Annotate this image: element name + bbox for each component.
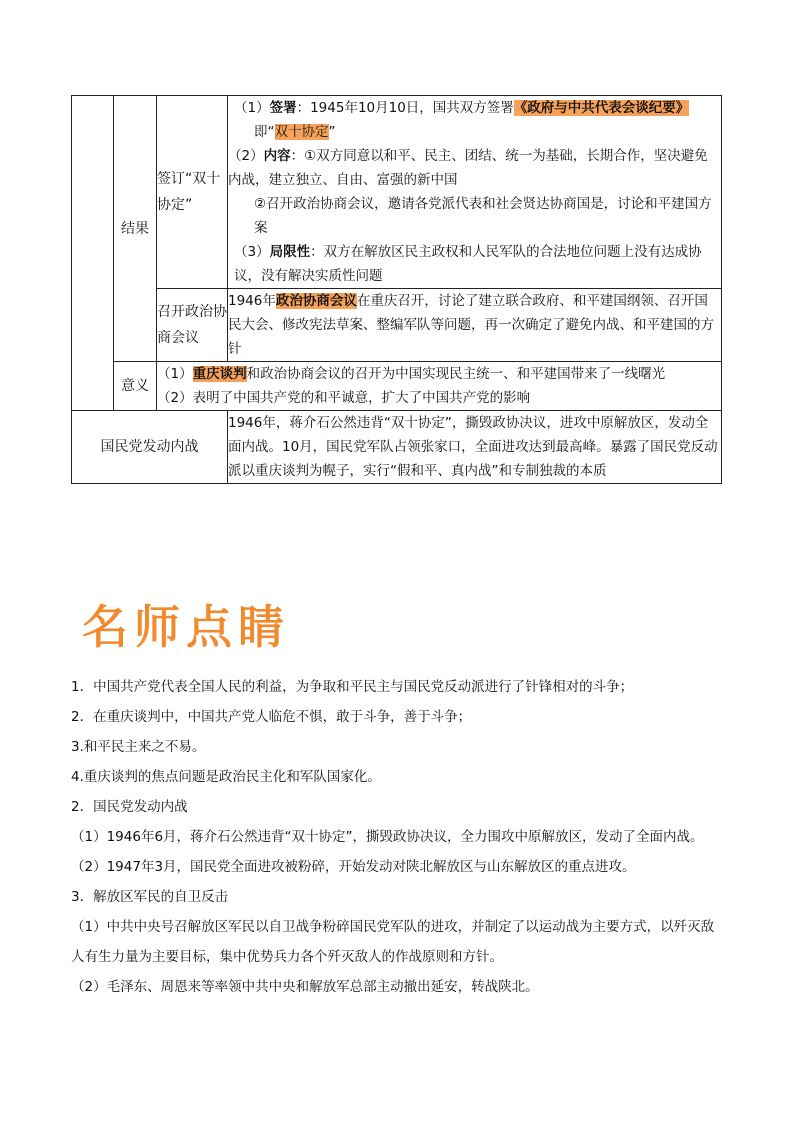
- civil-war-content: 1946年，蒋介石公然违背“双十协定”，撕毁政协决议，进攻中原解放区，发动全面内战。10月，国民党军队占领张家口，全面进攻达到最高峰。暴露了国民党反动派以重庆谈判为幌子，实行“假和平、真内战”和专制独裁的本质: [228, 411, 722, 484]
- significance-item-1-prefix: （1）: [157, 366, 193, 382]
- section-title-art: [78, 596, 308, 656]
- signing-item-2-prefix: （2）: [228, 148, 264, 164]
- note-item: 2．在重庆谈判中，中国共产党人临危不惧，敢于斗争，善于斗争；: [71, 709, 472, 725]
- table-row: [72, 96, 722, 289]
- table-row: [72, 289, 722, 362]
- pcc-highlight: 政治协商会议: [275, 293, 357, 309]
- result-label: 结果: [114, 96, 157, 362]
- note-item: 2．国民党发动内战: [71, 799, 188, 815]
- signing-item-2-sub: ②召开政治协商会议，邀请各党派代表和社会贤达协商国是，讨论和平建国方案: [254, 196, 712, 236]
- note-item: 4.重庆谈判的焦点问题是政治民主化和军队国家化。: [71, 769, 381, 785]
- pcc-content: [228, 289, 722, 362]
- notes-list: [71, 672, 726, 1002]
- section-title: 名师点睛: [82, 600, 290, 654]
- signing-item-1-prefix: （1）: [234, 100, 270, 116]
- note-item: 3．解放区军民的自卫反击: [71, 889, 229, 905]
- note-item: （2）毛泽东、周恩来等率领中共中央和解放军总部主动撤出延安，转战陕北。: [71, 979, 539, 995]
- signing-item-3-term: 局限性: [269, 244, 311, 260]
- blank-cell: [72, 96, 114, 411]
- note-item: 1．中国共产党代表全国人民的利益，为争取和平民主与国民党反动派进行了针锋相对的斗争；: [71, 679, 634, 695]
- signing-item-1-line2-highlight: 双十协定: [274, 124, 329, 140]
- signing-item-1-highlight: 《政府与中共代表会谈纪要》: [513, 100, 690, 116]
- signing-item-2-term: 内容: [263, 148, 291, 164]
- significance-content: [157, 362, 722, 411]
- significance-item-1-highlight: 重庆谈判: [192, 366, 247, 382]
- signing-item-1-line2-suffix: ”: [328, 124, 336, 140]
- summary-table: [71, 95, 722, 484]
- significance-item-2: （2）表明了中国共产党的和平诚意，扩大了中国共产党的影响: [157, 390, 531, 406]
- note-item: 3.和平民主来之不易。: [71, 739, 206, 755]
- significance-item-1-text: 和政治协商会议的召开为中国实现民主统一、和平建国带来了一线曙光: [246, 366, 666, 382]
- note-item: （1）1946年6月，蒋介石公然违背“双十协定”，撕毁政协决议，全力围攻中原解放区，发动了全面内战。: [71, 829, 704, 845]
- note-item: （1）中共中央号召解放区军民以自卫战争粉碎国民党军队的进攻，并制定了以运动战为主要方式，以歼灭敌人有生力量为主要目标，集中优势兵力各个歼灭敌人的作战原则和方针。: [71, 919, 715, 965]
- table-row: [72, 362, 722, 411]
- significance-item-1: [157, 362, 721, 386]
- signing-item-1: [228, 96, 721, 120]
- table-row: [72, 411, 722, 484]
- signing-item-1-line2: [228, 120, 721, 144]
- pcc-text: 在重庆召开，讨论了建立联合政府、和平建国纲领、召开国民大会、修改宪法草案、整编军队等问题，再一次确定了避免内战、和平建国的方针: [228, 293, 714, 357]
- pcc-label: 召开政治协商会议: [157, 289, 228, 362]
- signing-item-3-prefix: （3）: [234, 244, 270, 260]
- signing-label: 签订“双十协定”: [157, 96, 228, 289]
- significance-label: 意义: [114, 362, 157, 411]
- signing-item-1-text: ：1945年10月10日，国共双方签署: [296, 100, 514, 116]
- signing-item-2: [228, 144, 721, 192]
- signing-item-2-text: ：①双方同意以和平、民主、团结、统一为基础，长期合作，坚决避免内战，建立独立、自由、富强的新中国: [228, 148, 708, 188]
- signing-item-1-term: 签署: [269, 100, 297, 116]
- signing-content: [228, 96, 722, 289]
- signing-item-1-line2-prefix: 即“: [254, 124, 275, 140]
- signing-item-3-text: ：双方在解放区民主政权和人民军队的合法地位问题上没有达成协议，没有解决实质性问题: [234, 244, 702, 284]
- pcc-prefix: 1946年: [228, 293, 276, 309]
- civil-war-label: 国民党发动内战: [72, 411, 228, 484]
- signing-item-3: [228, 240, 721, 288]
- note-item: （2）1947年3月，国民党全面进攻被粉碎，开始发动对陕北解放区与山东解放区的重点进攻。: [71, 859, 636, 875]
